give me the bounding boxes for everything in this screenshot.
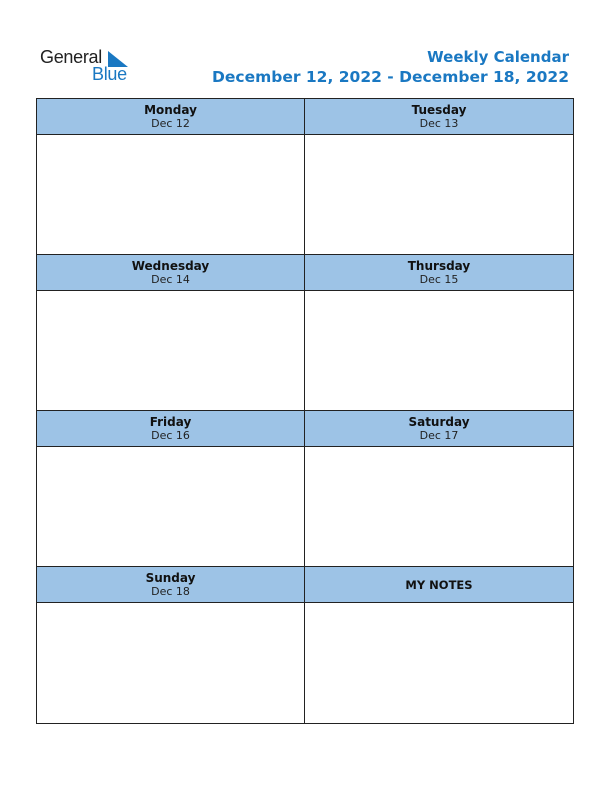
page-title: Weekly Calendar (427, 48, 569, 66)
notes-header (305, 567, 573, 603)
day-date: Dec 13 (419, 116, 459, 130)
day-name: Saturday (408, 414, 470, 429)
day-date: Dec 12 (151, 116, 190, 130)
logo-text-blue: Blue (92, 64, 127, 84)
generalblue-logo (40, 47, 140, 87)
date-range: December 12, 2022 - December 18, 2022 (212, 68, 569, 86)
day-name: Friday (149, 414, 192, 429)
day-header (37, 567, 304, 603)
day-entry-area[interactable] (37, 603, 304, 723)
weekly-calendar-grid (36, 98, 574, 724)
notes-entry-area[interactable] (305, 603, 573, 723)
day-header (305, 411, 573, 447)
day-entry-area[interactable] (37, 291, 304, 410)
day-entry-area[interactable] (305, 291, 573, 410)
day-cell-thursday (305, 255, 573, 411)
day-date: Dec 18 (151, 584, 190, 598)
day-cell-monday (37, 99, 305, 255)
day-cell-sunday (37, 567, 305, 723)
day-cell-wednesday (37, 255, 305, 411)
day-cell-saturday (305, 411, 573, 567)
day-header (305, 255, 573, 291)
day-header (37, 99, 304, 135)
day-header (37, 411, 304, 447)
day-name: Tuesday (411, 102, 467, 117)
day-date: Dec 15 (419, 272, 459, 286)
notes-cell (305, 567, 573, 723)
day-entry-area[interactable] (37, 447, 304, 566)
day-date: Dec 17 (419, 428, 459, 442)
day-header (37, 255, 304, 291)
day-date: Dec 16 (151, 428, 190, 442)
day-cell-tuesday (305, 99, 573, 255)
day-date: Dec 14 (151, 272, 190, 286)
day-name: Sunday (145, 570, 196, 585)
day-name: Wednesday (131, 258, 210, 273)
day-entry-area[interactable] (305, 135, 573, 254)
day-name: Thursday (407, 258, 471, 273)
day-entry-area[interactable] (37, 135, 304, 254)
day-header (305, 99, 573, 135)
day-name: Monday (144, 102, 197, 117)
day-cell-friday (37, 411, 305, 567)
logo-text-general: General (40, 47, 102, 67)
day-entry-area[interactable] (305, 447, 573, 566)
notes-title: MY NOTES (405, 577, 473, 592)
